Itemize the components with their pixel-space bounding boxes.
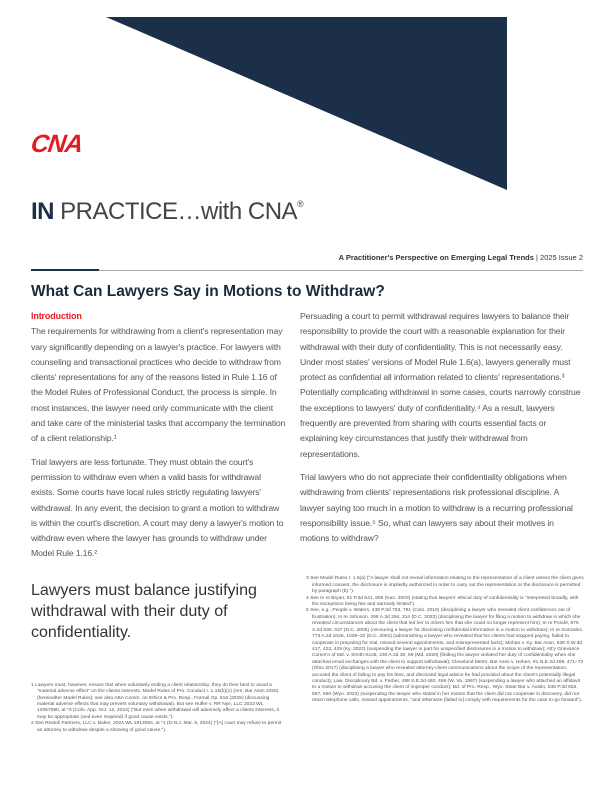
footnote: 2 See Restoli Partners, LLC v. Baker, 2024 WL 1913084, at *1 (D.N.J. Mar. 6, 2024) ("[A] court may refuse to permit an attorney to withdraw despite a showing of good cause.").	[31, 721, 282, 733]
footnote: 1 Lawyers must, however, ensure that when voluntarily ending a client relationship, they do their best to avoid a "material adverse effect" on the clients interests. Model Rules of Pro. Conduct r. 1.16(b)(1) (Am. Bar Assn 2025) (hereinafter Model Rules); see also ABA Comm. on Ethics & Pro. Resp., Formal Op. 516 (2025) (discussing material adverse effects that may prevent voluntary withdrawal). But see Hufler v. RR Nye, LLC 2023 WL 12057080, at *3 (Colo. App. Oct. 12, 2023) ("But even when withdrawal will adversely affect a clients interests, it may be appropriate (and even required) if good cause exists.").	[31, 682, 279, 720]
header-triangle-graphic	[0, 0, 612, 200]
footnotes-left	[31, 683, 286, 734]
cna-logo: CNA	[29, 130, 85, 158]
publication-subtitle: A Practitioner's Perspective on Emerging Legal Trends | 2025 Issue 2	[338, 253, 583, 262]
right-column-wrapper	[300, 309, 585, 705]
paragraph: The requirements for withdrawing from a client's representation may vary significantly depending on a lawyer's practice. For lawyers with counseling and transactional practices who decide to withdraw from clients' representations for any of the reasons listed in Rule 1.16 of the Model Rules of Professional Conduct, the process is simple. In most instances, the lawyer need only communicate with the client and take care of the ministerial tasks that accompany the termination of a client relationship.¹	[31, 326, 286, 444]
paragraph: Trial lawyers are less fortunate. They must obtain the court's permission to withdraw even when a valid basis for withdrawal exists. Some courts have local rules strictly regulating lawyers' withdrawal. In any event, the decision to grant a motion to withdraw is within the court's discretion. A court may deny a lawyer's motion to withdraw even where the lawyer has grounds to withdraw under Model Rule 1.16.²	[31, 456, 284, 559]
footnote: 4 See In re Bryan, 61 P.3d 641, 656 (Kan. 2003) (stating that lawyers' ethical duty of confidentiality is "interpreted broadly, with the exceptions being few and narrowly limited").	[306, 595, 579, 608]
article-heading: What Can Lawyers Say in Motions to Withdraw?	[31, 283, 385, 300]
publication-title: IN PRACTICE…with CNA®	[31, 198, 304, 225]
paragraph: Persuading a court to permit withdrawal requires lawyers to balance their responsibility to provide the court with a reasonable explanation for their withdrawal with their duty of confidentiality. This is not necessarily easy. Under most states' versions of Model Rule 1.6(a), lawyers generally must protect as confidential all information related to clients' representations.³ Potentially complicating withdrawal in some cases, courts narrowly construe the exceptions to lawyers' duty of confidentiality.⁴ As a result, lawyers frequently are prevented from sharing with courts essential facts or explaining key circumstances that justify their withdrawal from representations.	[300, 311, 581, 459]
section-label: Introduction	[31, 311, 82, 321]
paragraph: Trial lawyers who do not appreciate their confidentiality obligations when withdrawing from clients' representations risk professional discipline. A lawyer saying too much in a motion to withdraw is a recurring professional responsibility issue.⁵ So, what can lawyers say about their motives in motions to withdraw?	[300, 471, 573, 544]
divider	[31, 270, 583, 271]
footnotes-right	[300, 576, 585, 704]
divider-accent	[31, 269, 99, 271]
right-column	[300, 309, 585, 554]
left-column-wrapper	[31, 309, 286, 734]
footnote: 3 See Model Rules r. 1.6(a) ("A lawyer shall not reveal information relating to the representation of a client unless the client gives informed consent, the disclosure is impliedly authorized in order to carry out the representation or the disclosure is permitted by paragraph (b).").	[306, 576, 584, 595]
left-column	[31, 309, 286, 570]
pull-quote: Lawyers must balance justifying withdrawal with their duty of confidentiality.	[31, 581, 257, 641]
footnote: 5 See, e.g., People v. Waters, 438 P.3d 753, 761 (Colo. 2019) (disciplining a lawyer who revealed client confidences out of frustration); In re Johnson, 298 A.3d 294, 314 (D.C. 2023) (disciplining the lawyer for filing a motion to withdraw in which she revealed circumstances about the client that led her to inform him that she could no longer represent him); In re Pondé, 876 A.2d 636, 637 (D.C. 2005) (censuring a lawyer for disclosing confidential information in a motion to withdraw); In re Gonzalez, 773 A.2d 1026, 1029–32 (D.C. 2001) (admonishing a lawyer who revealed that his clients had stopped paying, failed to cooperate in preparing for trial, missed several appointments, and misrepresented facts); Mohan v. Ky. Bar Assn, 638 S.W.3d 417, 422, 429 (Ky. 2022) (suspending the lawyer in part for unspecified disclosures in a motion to withdraw); Att'y Grievance Comm'n of Md. v. Smith-Scott, 230 A.3d 30, 69 (Md. 2020) (finding the lawyer violated her duty of confidentiality when she attached email exchanges with the client to support withdrawal); Cleveland Metro. Bar Assn v. Heben, 81 N.E.3d 469, 471–72 (Ohio 2017) (disciplining a lawyer who revealed attorney-client communications about the scope of the representation, accused the client of failing to pay his fees, and disclosed legal advice he had provided about the client's potentially illegal conduct); Law. Disciplinary Bd. v. Farber, 488 S.E.2d 460, 466 (W. Va. 1997) (suspending a lawyer who attached an affidavit to a motion to withdraw accusing the client of improper conduct); Bd. of Pro. Resp., Wyo. State Bar v. Austin, 538 P.3d 653, 657, 660 (Wyo. 2023) (suspending the lawyer who stated in her motion that the client did not cooperate in discovery, did not return telephone calls, missed appointments, "and otherwise [failed to] comply with requirements for the case to go forward").	[306, 608, 584, 704]
